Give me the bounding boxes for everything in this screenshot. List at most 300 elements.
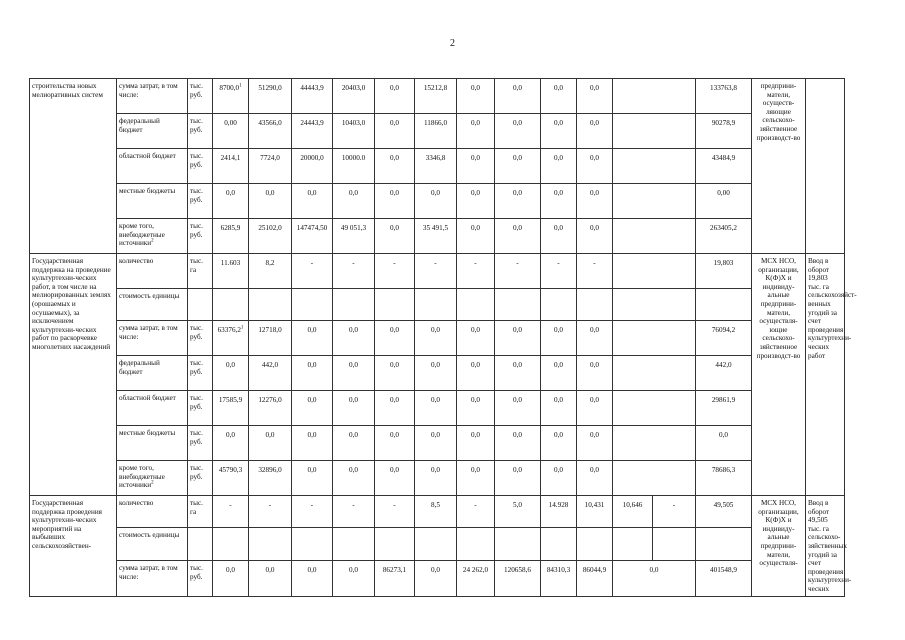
value-text: 0,0 [513, 361, 522, 369]
value-cell [415, 321, 457, 356]
value-cell [495, 289, 541, 321]
value-cell [541, 149, 577, 184]
value-cell [249, 321, 292, 356]
table-row [30, 356, 845, 391]
value-cell [613, 560, 696, 596]
value-cell [653, 528, 696, 560]
table-row [30, 79, 845, 114]
value-cell [292, 149, 333, 184]
value-cell [415, 461, 457, 496]
value-cell [457, 114, 495, 149]
value-cell [333, 356, 375, 391]
value-text: 0,0 [390, 466, 399, 474]
value-text: 0,00 [224, 119, 237, 127]
value-cell [375, 184, 415, 219]
value-cell [613, 289, 696, 321]
value-text: 0,0 [471, 326, 480, 334]
value-text: 24443,9 [300, 119, 324, 127]
value-text: 3346,8 [425, 154, 446, 162]
value-cell [541, 79, 577, 114]
value-cell [375, 321, 415, 356]
value-text: 0,0 [590, 466, 599, 474]
value-cell [696, 114, 752, 149]
value-text: 0,0 [471, 154, 480, 162]
value-cell [457, 149, 495, 184]
value-cell [292, 219, 333, 254]
value-cell [541, 114, 577, 149]
value-cell [333, 149, 375, 184]
value-text: 10403,0 [341, 119, 366, 127]
row-label [117, 254, 188, 289]
value-text: 0,0 [554, 154, 563, 162]
value-cell [375, 289, 415, 321]
value-cell [457, 321, 495, 356]
value-text: 8,5 [431, 501, 440, 509]
value-cell [333, 321, 375, 356]
value-text: 0,0 [307, 189, 317, 197]
value-cell [613, 356, 696, 391]
value-cell [375, 114, 415, 149]
value-text: 0,0 [307, 431, 317, 439]
value-text: 0,0 [590, 84, 599, 92]
unit-cell: тыс. га [188, 496, 213, 528]
value-text: 0,0 [431, 396, 440, 404]
value-text: 0,0 [554, 431, 563, 439]
value-text: 0,0 [513, 326, 522, 334]
value-cell [375, 254, 415, 289]
value-text: 0,0 [226, 431, 235, 439]
value-cell [213, 289, 249, 321]
table-row [30, 391, 845, 426]
footnote-mark: 2 [151, 480, 154, 486]
value-text: - [593, 259, 596, 267]
value-cell [213, 321, 249, 356]
value-cell [495, 560, 541, 596]
executor-cell: МСХ НСО, организации, К(Ф)Х и индивиду-альные предприни-матели, осуществля- [752, 496, 806, 597]
value-text: 86273,1 [382, 565, 407, 574]
value-cell [249, 496, 292, 528]
value-cell [696, 496, 752, 528]
value-text: 24 262,0 [462, 565, 489, 574]
row-label [117, 461, 188, 496]
value-cell [213, 391, 249, 426]
value-text: 0,0 [431, 361, 440, 369]
value-text: 12718,0 [258, 326, 282, 334]
table-row [30, 114, 845, 149]
value-cell [292, 426, 333, 461]
value-text: 0,0 [390, 84, 399, 92]
value-text: 10,431 [584, 501, 605, 509]
value-text: 0,0 [554, 326, 563, 334]
value-text: 51290,0 [258, 84, 282, 92]
row-label-text: федеральный бюджет [119, 359, 160, 376]
value-text: 0,0 [349, 189, 358, 197]
value-cell [577, 184, 613, 219]
value-cell [577, 79, 613, 114]
value-cell [415, 184, 457, 219]
value-cell [292, 461, 333, 496]
value-text: 78686,3 [711, 466, 736, 474]
row-label [117, 528, 188, 560]
value-cell [249, 391, 292, 426]
value-cell [457, 426, 495, 461]
value-cell [577, 426, 613, 461]
section-title: Государственная поддержка на проведение культуртехни-ческих работ, в том числе на мелиорированных землях (орошаемых и осушаемых), за исключением культуртехни-ческих работ по раскорчевке многолетних насаждений [30, 254, 117, 496]
value-text: 0,0 [307, 326, 317, 334]
table-row [30, 219, 845, 254]
value-cell [249, 528, 292, 560]
unit-cell: тыс. руб. [188, 219, 213, 254]
value-text: - [352, 501, 355, 509]
value-cell [292, 114, 333, 149]
value-cell [415, 528, 457, 560]
row-label [117, 219, 188, 254]
value-text: 0,0 [307, 396, 317, 404]
value-text: 120658,6 [504, 565, 531, 574]
value-cell [375, 219, 415, 254]
table-row [30, 184, 845, 219]
value-cell [696, 391, 752, 426]
value-cell [415, 356, 457, 391]
value-cell [249, 219, 292, 254]
value-cell [613, 149, 696, 184]
value-cell [577, 254, 613, 289]
value-cell [495, 184, 541, 219]
value-text: 0,0 [265, 565, 275, 574]
section-title: строительства новых мелиоративных систем [30, 79, 117, 254]
value-cell [375, 391, 415, 426]
unit-cell: тыс. руб. [188, 356, 213, 391]
value-cell [213, 79, 249, 114]
value-text: 0,0 [307, 466, 317, 474]
value-cell [292, 254, 333, 289]
value-cell [613, 79, 696, 114]
value-text: 8700,0 [219, 84, 240, 92]
value-cell [249, 114, 292, 149]
value-cell [495, 391, 541, 426]
row-label [117, 496, 188, 528]
value-text: 43566,0 [258, 119, 282, 127]
value-text: - [393, 259, 396, 267]
value-cell [613, 496, 653, 528]
row-label [117, 356, 188, 391]
value-cell [696, 321, 752, 356]
value-cell [333, 528, 375, 560]
value-cell [541, 184, 577, 219]
result-cell: Ввод в оборот 19,803 тыс. га сельскохозяйст-венных угодий за счет проведения культуртехни-ческих работ [806, 254, 845, 496]
value-text: 0,0 [349, 361, 358, 369]
value-text: - [268, 501, 272, 509]
value-cell [375, 461, 415, 496]
value-cell [249, 254, 292, 289]
row-label-text: кроме того, внебюджетные источники [119, 464, 165, 490]
value-text: 0,0 [349, 565, 358, 574]
value-cell [375, 79, 415, 114]
value-cell [213, 254, 249, 289]
value-cell [457, 289, 495, 321]
value-cell [292, 321, 333, 356]
value-cell [292, 289, 333, 321]
value-cell [213, 356, 249, 391]
value-cell [213, 528, 249, 560]
value-cell [613, 114, 696, 149]
value-text: - [474, 501, 477, 509]
value-cell [613, 219, 696, 254]
row-label-text: сумма затрат, в том числе: [119, 82, 178, 99]
value-text: - [310, 259, 314, 267]
value-cell [213, 149, 249, 184]
value-cell [696, 528, 752, 560]
value-cell [541, 496, 577, 528]
value-text: 0,0 [390, 154, 399, 162]
value-cell [577, 219, 613, 254]
value-text: 0,0 [513, 119, 522, 127]
value-cell [213, 461, 249, 496]
value-text: - [557, 259, 560, 267]
value-cell [696, 184, 752, 219]
value-cell [292, 79, 333, 114]
value-cell [213, 426, 249, 461]
value-cell [495, 528, 541, 560]
value-text: 0,0 [513, 431, 522, 439]
value-text: 5,0 [513, 501, 522, 509]
value-cell [577, 560, 613, 596]
unit-cell: тыс. руб. [188, 149, 213, 184]
value-text: 0,0 [431, 326, 440, 334]
value-text: 0,0 [554, 84, 563, 92]
value-cell [333, 219, 375, 254]
page-number: 2 [450, 38, 455, 49]
value-cell [613, 461, 696, 496]
value-text: 0,0 [226, 189, 235, 197]
unit-cell: тыс. руб. [188, 321, 213, 356]
value-text: 84310,3 [546, 565, 571, 574]
table-row [30, 496, 845, 528]
value-text: 12276,0 [258, 396, 282, 404]
value-text: 25102,0 [258, 224, 282, 232]
value-text: 0,0 [349, 431, 358, 439]
value-cell [457, 219, 495, 254]
value-text: 0,0 [431, 431, 440, 439]
value-cell [577, 289, 613, 321]
value-cell [249, 149, 292, 184]
value-cell [495, 321, 541, 356]
value-text: 11.603 [220, 259, 241, 267]
value-text: 0,0 [649, 565, 659, 574]
value-text: 263405,2 [710, 224, 737, 232]
value-text: 15212,8 [423, 84, 448, 92]
value-text: 0,0 [513, 84, 522, 92]
value-text: 401548,9 [710, 565, 737, 574]
value-cell [457, 391, 495, 426]
value-text: 45790,3 [218, 466, 243, 474]
row-label-text: сумма затрат, в том числе: [119, 324, 178, 341]
value-text: 0,0 [431, 565, 440, 574]
value-cell [333, 560, 375, 596]
value-text: 0,0 [226, 361, 235, 369]
row-label [117, 391, 188, 426]
row-label-text: местные бюджеты [119, 429, 176, 437]
value-cell [333, 184, 375, 219]
value-cell [577, 149, 613, 184]
value-text: 7724,0 [260, 154, 280, 162]
value-cell [495, 114, 541, 149]
value-text: 35 491,5 [422, 224, 449, 232]
value-text: 86044,9 [582, 565, 607, 574]
executor-cell: МСХ НСО, организации, К(Ф)Х и индивиду-альные предприни-матели, осуществля-ющие сельскохо-зяйственное производст-во [752, 254, 806, 496]
value-cell [613, 528, 653, 560]
table-row [30, 321, 845, 356]
value-text: 43484,9 [711, 154, 736, 162]
value-cell [696, 289, 752, 321]
value-cell [375, 426, 415, 461]
value-cell [375, 528, 415, 560]
value-text: 0,0 [265, 431, 275, 439]
value-cell [457, 560, 495, 596]
value-text: 0,0 [471, 84, 480, 92]
value-text: - [516, 259, 519, 267]
row-label [117, 289, 188, 321]
value-text: 0,0 [307, 565, 317, 574]
value-text: 0,0 [471, 119, 480, 127]
unit-cell: тыс. га [188, 254, 213, 289]
value-text: 20403,0 [341, 84, 366, 92]
table-row [30, 528, 845, 560]
value-cell [415, 289, 457, 321]
value-cell [292, 496, 333, 528]
value-cell [613, 426, 696, 461]
value-cell [213, 219, 249, 254]
value-text: 0,0 [590, 224, 599, 232]
value-cell [696, 560, 752, 596]
value-cell [541, 426, 577, 461]
value-text: 0,0 [554, 396, 563, 404]
value-cell [696, 461, 752, 496]
value-cell [292, 528, 333, 560]
value-cell [249, 79, 292, 114]
value-cell [375, 496, 415, 528]
value-cell [541, 321, 577, 356]
value-text: 0,0 [265, 189, 275, 197]
value-text: 0,0 [349, 326, 358, 334]
value-cell [375, 560, 415, 596]
unit-cell [188, 289, 213, 321]
value-cell [541, 391, 577, 426]
value-cell [375, 149, 415, 184]
value-text: 0,0 [390, 431, 399, 439]
value-text: 0,0 [554, 119, 563, 127]
value-cell [333, 254, 375, 289]
row-label [117, 426, 188, 461]
table-row [30, 149, 845, 184]
value-cell [696, 426, 752, 461]
value-text: 0,0 [590, 154, 599, 162]
value-text: 10000.0 [341, 154, 366, 162]
value-cell [333, 289, 375, 321]
value-text: 0,0 [590, 189, 599, 197]
value-cell [457, 528, 495, 560]
row-label-text: стоимость единицы [119, 292, 180, 300]
value-text: - [393, 501, 396, 509]
unit-cell: тыс. руб. [188, 391, 213, 426]
value-text: 0,0 [471, 224, 480, 232]
value-cell [457, 356, 495, 391]
value-cell [613, 391, 696, 426]
value-cell [495, 254, 541, 289]
value-text: 442,0 [261, 361, 279, 369]
value-text: 11866,0 [423, 119, 448, 127]
value-text: 20000,0 [300, 154, 324, 162]
value-text: 0,0 [513, 189, 522, 197]
value-cell [495, 149, 541, 184]
value-cell [457, 184, 495, 219]
value-cell [696, 356, 752, 391]
value-text: 0,0 [513, 396, 522, 404]
table-row [30, 426, 845, 461]
value-text: 0,0 [513, 224, 522, 232]
value-text: 0,0 [390, 326, 399, 334]
unit-cell: тыс. руб. [188, 560, 213, 596]
unit-cell [188, 528, 213, 560]
table-row [30, 254, 845, 289]
value-cell [613, 254, 696, 289]
value-cell [495, 79, 541, 114]
row-label-text: местные бюджеты [119, 187, 176, 195]
value-text: 0,0 [471, 431, 480, 439]
value-cell [249, 426, 292, 461]
value-text: 10,646 [622, 501, 643, 509]
value-text: 0,0 [554, 189, 563, 197]
value-cell [577, 496, 613, 528]
value-text: 63376,2 [217, 326, 241, 334]
value-cell [213, 496, 249, 528]
value-cell [541, 461, 577, 496]
value-text: 133763,8 [710, 84, 737, 92]
footnote-mark: 1 [239, 83, 242, 89]
value-text: - [672, 501, 676, 509]
value-cell [613, 184, 696, 219]
value-text: 2414,1 [220, 154, 241, 162]
value-text: 0,00 [717, 189, 730, 197]
value-cell [457, 461, 495, 496]
value-cell [333, 114, 375, 149]
row-label-text: областной бюджет [119, 394, 176, 402]
value-cell [415, 219, 457, 254]
value-text: 0,0 [390, 361, 399, 369]
value-cell [495, 356, 541, 391]
value-cell [249, 560, 292, 596]
value-cell [541, 356, 577, 391]
value-cell [333, 79, 375, 114]
value-text: 0,0 [471, 189, 480, 197]
value-cell [577, 461, 613, 496]
value-text: 19,803 [713, 259, 734, 267]
unit-cell: тыс. руб. [188, 461, 213, 496]
value-cell [333, 461, 375, 496]
value-cell [457, 254, 495, 289]
row-label [117, 114, 188, 149]
value-cell [613, 321, 696, 356]
value-cell [541, 528, 577, 560]
value-cell [292, 560, 333, 596]
value-text: 0,0 [590, 361, 599, 369]
value-cell [696, 254, 752, 289]
unit-cell: тыс. руб. [188, 79, 213, 114]
value-text: 0,0 [719, 431, 728, 439]
row-label [117, 79, 188, 114]
table-row [30, 461, 845, 496]
value-text: 49 051,3 [340, 224, 367, 232]
